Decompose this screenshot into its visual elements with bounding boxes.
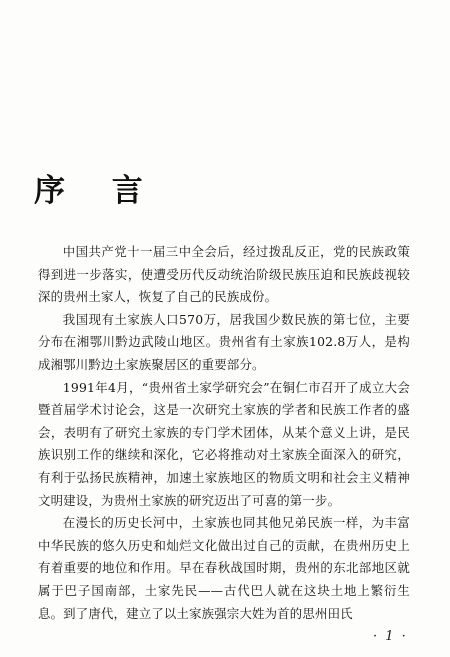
page-title: 序 言	[34, 173, 161, 209]
page-number: · 1 ·	[373, 629, 408, 644]
paragraph-1: 中国共产党十一届三中全会后，经过拨乱反正，党的民族政策得到进一步落实，使遭受历代反动统治阶级民族压迫和民族歧视较深的贵州土家人，恢复了自己的民族成份。	[38, 244, 410, 305]
paragraph-4: 在漫长的历史长河中，土家族也同其他兄弟民族一样，为丰富中华民族的悠久历史和灿烂文化做出过自己的贡献，在贵州历史上有着重要的地位和作用。早在春秋战国时期，贵州的东北部地区就属于巴子国南部，土家先民——古代巴人就在这块土地上繁衍生息。到了唐代，建立了以土家族强宗大姓为首的思州田氏	[38, 515, 410, 621]
body-text	[38, 241, 410, 625]
paragraph-3: 1991年4月，“贵州省土家学研究会”在铜仁市召开了成立大会暨首届学术讨论会，这是一次研究土家族的学者和民族工作者的盛会，表明有了研究土家族的专门学术团体，从某个意义上讲，是民族识别工作的继续和深化，它必将推动对土家族全面深入的研究，有利于弘扬民族精神，加速土家族地区的物质文明和社会主义精神文明建设，为贵州土家族的研究迈出了可喜的第一步。	[38, 379, 410, 508]
paragraph-2: 我国现有土家族人口570万，居我国少数民族的第七位，主要分布在湘鄂川黔边武陵山地区。贵州省有土家族102.8万人，是构成湘鄂川黔边土家族聚居区的重要部分。	[38, 311, 410, 372]
